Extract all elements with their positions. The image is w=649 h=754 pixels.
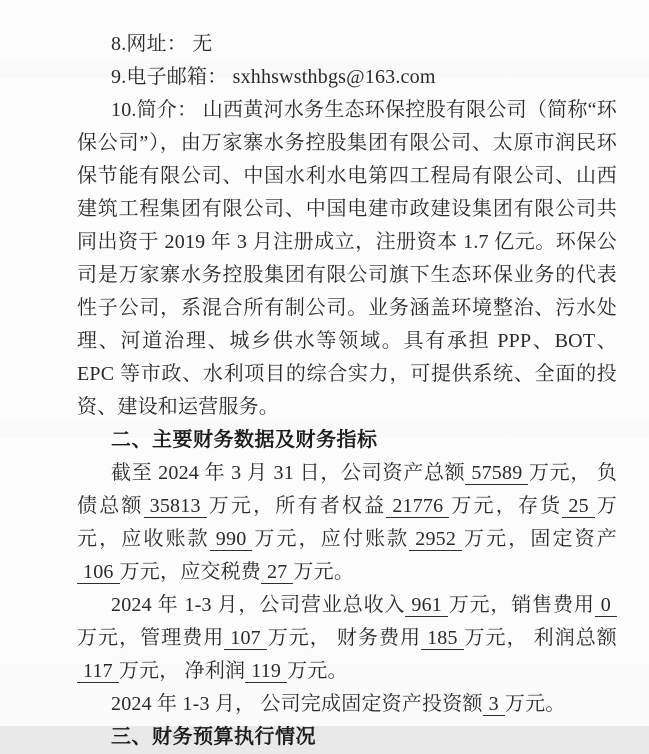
document-body [77, 28, 617, 754]
underlined-value: 107 [224, 627, 267, 650]
text-run: 万元， 财务费用 [266, 627, 422, 649]
underlined-value: 990 [210, 528, 253, 551]
underlined-value: 961 [405, 594, 448, 617]
para-company-intro [77, 94, 617, 424]
underlined-value: 3 [483, 693, 505, 716]
text-run: 万元，管理费用 [77, 627, 225, 649]
underlined-value: 57589 [465, 462, 528, 485]
text-run: 三、财务预算执行情况 [111, 726, 316, 748]
heading-budget-execution [77, 721, 617, 754]
text-run: 万元， 利润总额 [463, 627, 617, 649]
text-run: 万元。 [293, 561, 355, 583]
line-website [77, 28, 617, 61]
para-income-statement [77, 589, 617, 688]
text-run: 截至 2024 年 3 月 31 日，公司资产总额 [111, 462, 466, 484]
text-run: 万元，所有者权益 [206, 495, 387, 517]
line-email [77, 61, 617, 94]
text-run: 万元。 [287, 660, 348, 682]
text-run: 10.简介： 山西黄河水务生态环保控股有限公司（简称“环保公司”），由万家寨水务控股集团有限公司、太原市润民环保节能有限公司、中国水利水电第四工程局有限公司、山西建筑工程集团有限公司、中国电建市政建设集团有限公司共同出资于 2019 年 3 月注册成立，注册资本 1.7 亿元。环保公司是万家寨水务控股集团有限公司旗下生态环保业务的代表性子公司，系混合所有制公司。业务涵盖环境整治、污水处理、河道治理、城乡供水等领域。具有承担 PPP、BOT、EPC 等市政、水利项目的综合实力，可提供系统、全面的投资、建设和运营服务。 [77, 99, 617, 418]
underlined-value: 117 [77, 660, 119, 683]
underlined-value: 25 [562, 495, 594, 518]
text-run: 二、主要财务数据及财务指标 [111, 429, 378, 451]
underlined-value: 21776 [386, 495, 449, 518]
text-run: 万元，应收账款 [77, 495, 618, 550]
underlined-value: 2952 [409, 528, 462, 551]
text-run: 2024 年 1-3 月，公司营业总收入 [111, 594, 406, 616]
text-run: 9.电子邮箱： sxhhswsthbgs@163.com [111, 66, 436, 88]
underlined-value: 185 [421, 627, 464, 650]
text-run: 万元，固定资产 [462, 528, 617, 550]
text-run: 万元，应付账款 [252, 528, 410, 550]
para-fixed-investment [77, 688, 617, 721]
text-run: 万元，销售费用 [448, 594, 595, 616]
para-balance-sheet [77, 457, 617, 589]
text-run: 2024 年 1-3 月， 公司完成固定资产投资额 [111, 693, 483, 715]
underlined-value: 35813 [144, 495, 207, 518]
heading-financial-data [77, 424, 617, 457]
text-run: 8.网址： 无 [111, 33, 213, 55]
text-run: 万元。 [504, 693, 566, 715]
text-run: 万元， 净利润 [118, 660, 246, 682]
underlined-value: 106 [77, 561, 120, 584]
underlined-value: 27 [261, 561, 293, 584]
underlined-value: 119 [245, 660, 287, 683]
text-run: 万元，应交税费 [119, 561, 262, 583]
text-run: 万元，存货 [449, 495, 563, 517]
text-run: 万元， 负债总额 [77, 462, 618, 517]
underlined-value: 0 [595, 594, 617, 617]
